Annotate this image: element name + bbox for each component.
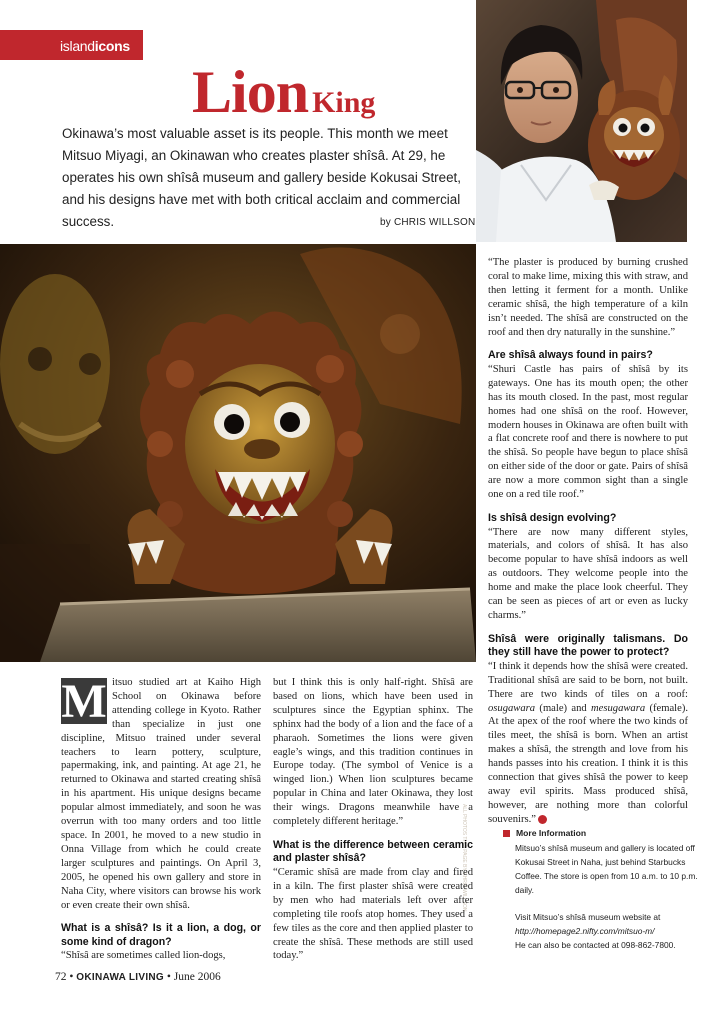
page-folio: 72 • OKINAWA LIVING • June 2006	[55, 971, 221, 983]
question-heading: Shîsâ were originally talismans. Do they still have the power to protect?	[488, 632, 688, 659]
article-column-2	[273, 676, 473, 963]
artist-portrait-illustration	[476, 0, 687, 242]
headline-main: Lion	[192, 59, 309, 125]
body-paragraph: but I think this is only half-right. Shîsâ are based on lions, which have been used in sculptures since the Egyptian sphinx. The sphinx had the body of a lion and the face of a pharaoh. Sometimes the lions were given eagle’s wings, and this tradition continues in Europe today. (The symbol of Venice is a winged lion.) When lion sculptures became popular in China and later Okinawa, they lost their wings. Dragons meanwhile have a completely different heritage.”	[273, 677, 473, 828]
body-paragraph: “I think it depends how the shîsâ were created. Traditional shîsâ are said to be born, not built. There are two kinds of tiles on a roof: osugawara (male) and mesugawara (female). At the apex of the roof where the two kinds of tiles meet, the shîsâ is born. When an artist makes a shîsâ, the strength and love from his hands passes into his creation. I think it is this connection that gives shîsâ the power to keep away evil spirits. Mass produced shîsâ, however, are nothing more than colorful souvenirs.”	[488, 660, 688, 825]
body-paragraph: “Ceramic shîsâ are made from clay and fired in a kiln. The first plaster shîsâ were created by men who had materials left over after completing tile roofs atop homes. They used a few tiles as the core and then applied plaster to create the shîsâ. These methods are still used today.”	[273, 866, 473, 962]
question-heading: Are shîsâ always found in pairs?	[488, 349, 653, 362]
red-square-bullet-icon	[503, 830, 510, 837]
article-column-1	[61, 676, 261, 963]
byline: by CHRIS WILLSON	[380, 217, 476, 228]
more-information-box	[503, 826, 703, 952]
more-info-text: Mitsuo’s shîsâ museum and gallery is located off Kokusai Street in Naha, just behind Starbucks Coffee. The store is open from 10 a.m. to 10 p.m. daily.	[515, 843, 698, 895]
body-paragraph: “Shîsâ are sometimes called lion-dogs,	[61, 950, 226, 962]
end-of-article-icon	[538, 815, 547, 824]
magazine-name: OKINAWA LIVING	[76, 972, 165, 983]
headline-sub: King	[312, 86, 376, 119]
section-label: islandicons	[60, 38, 130, 54]
drop-cap: M	[61, 675, 107, 728]
body-paragraph: “Shuri Castle has pairs of shîsâ by its gateways. One has its mouth open; the other has its mouth closed. In the past, most regular homes had one shîsâ on the roof. However, modern houses in Okinawa are often built with a flat concrete roof and there is nowhere to put the shîsâ. So people have begun to place shîsâ on either side of the door or gate. Pairs of shîsâ are now a more common sight than a single one on a red tile roof.”	[488, 363, 688, 501]
issue-date: June 2006	[173, 971, 221, 983]
question-heading: What is a shîsâ? Is it a lion, a dog, or some kind of dragon?	[61, 922, 261, 948]
body-paragraph: “The plaster is produced by burning crushed coral to make lime, mixing this with straw, and then letting it ferment for a month. Unlike ceramic shîsâ, the high temperature of a kiln isn’t needed. The shîsâ are constructed on the roof and then dry naturally in the sunshine.”	[488, 257, 688, 338]
more-info-heading: More Information	[503, 826, 703, 840]
photo-credit: ALL PHOTOS THIS PAGE BY CHRIS WILLSON	[461, 804, 467, 912]
website-label: Visit Mitsuo’s shîsâ museum website at	[515, 912, 661, 922]
body-paragraph: “There are now many different styles, materials, and colors of shîsâ. It has also become popular to have shîsâ indoors as well as outdoors. They welcome people into the home and make the place look cheerful. They can be seen as pieces of art or even as lucky charms.”	[488, 526, 688, 621]
question-heading: Is shîsâ design evolving?	[488, 512, 617, 524]
contact-phone: He can also be contacted at 098-862-7800.	[515, 940, 676, 950]
section-tab	[0, 30, 143, 60]
article-intro: Okinawa’s most valuable asset is its people. This month we meet Mitsuo Miyagi, an Okinawan who creates plaster shîsâ. At 29, he operates his own shîsâ museum and gallery beside Kokusai Street, and his designs have met with both critical acclaim and commercial success.	[62, 126, 461, 229]
headline	[192, 58, 375, 127]
website-url[interactable]: http://homepage2.nifty.com/mitsuo-m/	[515, 926, 655, 936]
body-paragraph: itsuo studied art at Kaiho High School on Okinawa before attending college in Kyoto. Rather than specialize in just one discipline, Mitsuo trained under several teachers to learn pottery, sculpture, papermaking, ink, and painting. At age 21, he returned to Okinawa and started creating shîsâ in his apartment. His unique designs became popular almost immediately, and soon he was overrun with too many orders and too little space. In 2001, he moved to a new studio in Onna Village from which he could create larger sculptures and paintings. On April 3, 2005, he opened his own gallery and store in Naha City, where visitors can browse his work or even create their own shîsâ.	[61, 677, 261, 911]
page-number: 72	[55, 971, 67, 983]
question-heading: What is the difference between ceramic and plaster shîsâ?	[273, 838, 473, 865]
article-column-3	[488, 256, 688, 827]
shisa-sculpture-illustration	[0, 244, 476, 662]
artist-portrait-photo	[476, 0, 687, 242]
